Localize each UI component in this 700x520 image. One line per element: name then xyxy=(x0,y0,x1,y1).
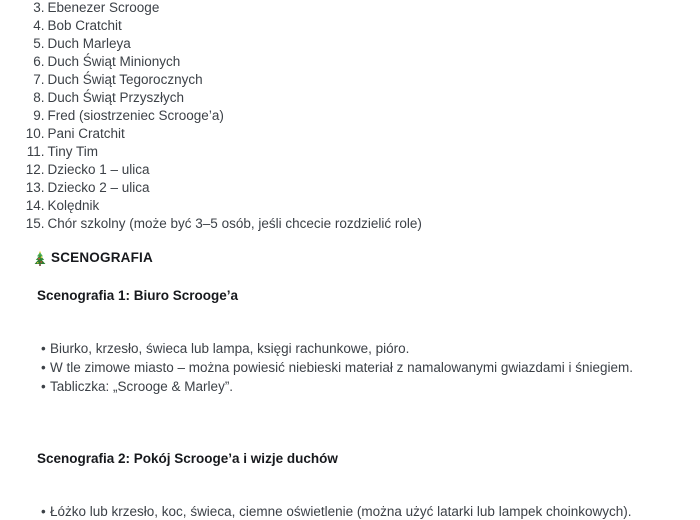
cast-item-number: 7. xyxy=(33,72,45,87)
cast-item-name: Dziecko 2 – ulica xyxy=(47,180,150,195)
cast-item-name: Chór szkolny (może być 3–5 osób, jeśli chcecie rozdzielić role) xyxy=(47,216,422,231)
document-content xyxy=(25,0,682,520)
cast-list-item xyxy=(33,89,683,107)
scene-1-prop-item: • W tle zimowe miasto – można powiesić niebieski materiał z namalowanymi gwiazdami i śniegiem. xyxy=(50,358,682,377)
scenografia-section-heading xyxy=(34,249,682,267)
cast-item-name: Duch Marleya xyxy=(47,36,131,51)
christmas-tree-icon xyxy=(34,251,46,266)
cast-item-name: Duch Świąt Przyszłych xyxy=(47,90,185,105)
scene-1-prop-item: • Tabliczka: „Scrooge & Marley”. xyxy=(50,377,682,396)
cast-item-name: Ebenezer Scrooge xyxy=(47,0,160,15)
cast-item-name: Pani Cratchit xyxy=(47,126,125,141)
cast-item-number: 10. xyxy=(25,126,45,141)
cast-list-item xyxy=(25,161,683,179)
cast-item-number: 5. xyxy=(33,36,45,51)
cast-list-item xyxy=(33,53,683,71)
cast-list-item xyxy=(33,71,683,89)
scene-1-props-list xyxy=(37,339,682,396)
cast-item-name: Bob Cratchit xyxy=(47,18,122,33)
scene-2-heading: Scenografia 2: Pokój Scrooge’a i wizje duchów xyxy=(37,451,338,466)
cast-list xyxy=(25,0,682,233)
cast-list-item xyxy=(25,215,683,233)
cast-list-item xyxy=(25,179,683,197)
scene-1-heading: Scenografia 1: Biuro Scrooge’a xyxy=(37,288,239,303)
cast-list-item xyxy=(33,17,683,35)
cast-item-number: 11. xyxy=(26,144,45,159)
cast-item-number: 8. xyxy=(33,90,45,105)
scene-2-props-list xyxy=(37,502,682,520)
cast-list-item xyxy=(25,125,683,143)
scenografia-heading-text: SCENOGRAFIA xyxy=(51,250,153,265)
cast-list-item xyxy=(33,107,683,125)
cast-item-number: 14. xyxy=(25,198,45,213)
cast-list-item xyxy=(33,35,683,53)
cast-item-name: Duch Świąt Tegorocznych xyxy=(47,72,203,87)
cast-item-number: 15. xyxy=(25,216,45,231)
cast-item-number: 3. xyxy=(33,0,45,15)
cast-item-number: 13. xyxy=(25,180,45,195)
scene-2-prop-item: • Łóżko lub krzesło, koc, świeca, ciemne oświetlenie (można użyć latarki lub lampek choinkowych). xyxy=(50,502,682,520)
cast-item-name: Duch Świąt Minionych xyxy=(47,54,181,69)
cast-list-item xyxy=(25,197,683,215)
scene-1-prop-item: • Biurko, krzesło, świeca lub lampa, księgi rachunkowe, pióro. xyxy=(50,339,682,358)
cast-item-name: Fred (siostrzeniec Scrooge’a) xyxy=(47,108,224,123)
cast-list-item xyxy=(26,143,683,161)
cast-item-number: 9. xyxy=(33,108,45,123)
cast-list-item xyxy=(33,0,683,17)
cast-item-number: 4. xyxy=(33,18,45,33)
cast-item-number: 6. xyxy=(33,54,45,69)
cast-item-name: Dziecko 1 – ulica xyxy=(47,162,150,177)
cast-item-name: Kolędnik xyxy=(47,198,100,213)
cast-item-number: 12. xyxy=(25,162,45,177)
cast-item-name: Tiny Tim xyxy=(47,144,98,159)
